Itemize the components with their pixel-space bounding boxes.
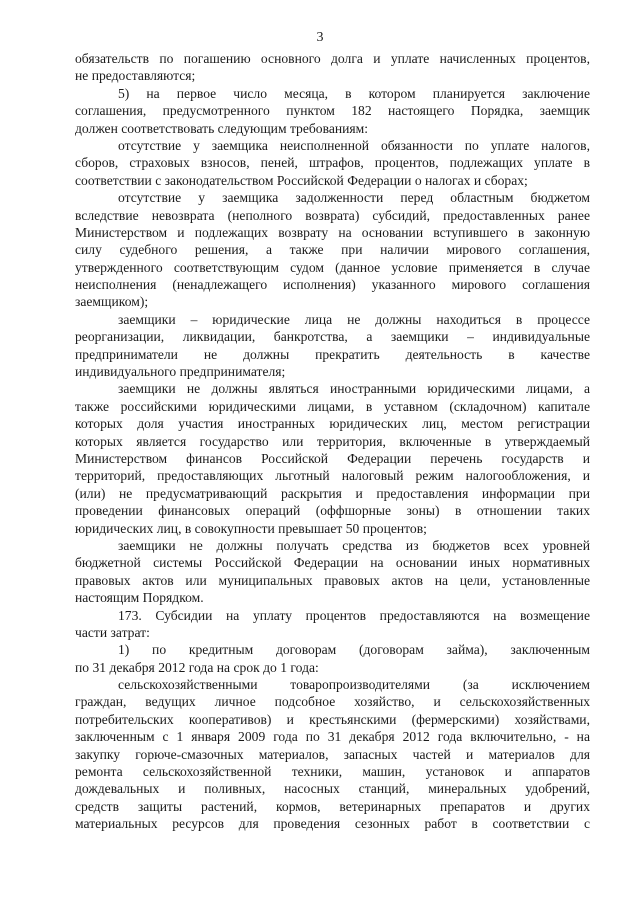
text-line: заемщики не должны являться иностранными юридическими лицами, а	[118, 381, 590, 397]
text-line: вследствие невозврата (неполного возврата) субсидий, предоставленных ранее	[75, 207, 590, 223]
text-line: (или) не предусматривающий раскрытия и предоставления информации при	[75, 485, 590, 501]
text-line: проведении финансовых операций (оффшорные зоны) в отношении таких	[75, 503, 590, 519]
text-line: Министерством и подлежащих возврату на основании вступившего в законную	[75, 224, 590, 240]
text-line: заключенным с 1 января 2009 года по 31 декабря 2012 года включительно, - на	[75, 729, 590, 745]
text-line: дождевальных и поливных, насосных станций, минеральных удобрений,	[75, 781, 590, 797]
text-line: должен соответствовать следующим требованиям:	[75, 120, 369, 136]
text-line: материальных ресурсов для проведения сезонных работ в соответствии с	[75, 816, 590, 832]
text-line: утвержденного соответствующим судом (данное условие применяется в случае	[75, 259, 590, 275]
text-line: граждан, ведущих личное подсобное хозяйство, и сельскохозяйственных	[75, 694, 590, 710]
text-line: 5) на первое число месяца, в котором планируется заключение	[118, 85, 590, 101]
text-line: отсутствие у заемщика неисполненной обязанности по уплате налогов,	[118, 137, 590, 153]
text-line: заемщики не должны получать средства из бюджетов всех уровней	[118, 537, 590, 553]
text-line: заемщики – юридические лица не должны находиться в процессе	[118, 311, 590, 327]
text-line: отсутствие у заемщика задолженности перед областным бюджетом	[118, 190, 590, 206]
text-line: предприниматели не должны прекратить деятельность в качестве	[75, 346, 590, 362]
text-line: силу судебного решения, а также при наличии мирового соглашения,	[75, 242, 590, 258]
text-line: обязательств по погашению основного долга и уплате начисленных процентов,	[75, 51, 590, 66]
text-line: неисполнения (ненадлежащего исполнения) указанного мирового соглашения	[75, 277, 590, 293]
text-line: настоящим Порядком.	[75, 590, 204, 606]
text-line: средств защиты растений, кормов, ветеринарных препаратов и других	[75, 798, 590, 814]
text-line: не предоставляются;	[75, 68, 196, 84]
text-line: Министерством финансов Российской Федерации перечень государств и	[75, 450, 590, 466]
text-line: заемщиком);	[75, 294, 149, 310]
text-line: соглашения, предусмотренного пунктом 182 настоящего Порядка, заемщик	[75, 103, 590, 119]
text-line: бюджетной системы Российской Федерации на основании иных нормативных	[75, 555, 590, 571]
text-line: территорий, предоставляющих льготный налоговый режим налогообложения, и	[75, 468, 590, 484]
document-body	[75, 50, 590, 833]
text-line: 1) по кредитным договорам (договорам займа), заключенным	[118, 642, 590, 658]
text-line: также российскими юридическими лицами, в уставном (складочном) капитале	[75, 398, 590, 414]
text-line: закупку горюче-смазочных материалов, запасных частей и материалов для	[75, 746, 590, 762]
text-line: индивидуального предпринимателя;	[75, 364, 286, 380]
text-line: которых является государство или территория, включенные в утверждаемый	[75, 433, 590, 449]
text-line: потребительских кооперативов) и крестьянскими (фермерскими) хозяйствами,	[75, 711, 590, 727]
text-line: части затрат:	[75, 624, 150, 640]
text-line: по 31 декабря 2012 года на срок до 1 года:	[75, 659, 319, 675]
text-line: ремонта сельскохозяйственной техники, машин, установок и аппаратов	[75, 764, 590, 780]
text-line: 173. Субсидии на уплату процентов предоставляются на возмещение	[118, 607, 590, 623]
page-number: 3	[316, 30, 324, 45]
text-line: которых доля участия иностранных юридических лиц, местом регистрации	[75, 416, 590, 432]
text-line: реорганизации, ликвидации, банкротства, а заемщики – индивидуальные	[75, 329, 590, 345]
text-line: сельскохозяйственными товаропроизводителями (за исключением	[118, 677, 590, 693]
text-line: юридических лиц, в совокупности превышает 50 процентов;	[75, 520, 427, 536]
text-line: сборов, страховых взносов, пеней, штрафов, процентов, подлежащих уплате в	[75, 155, 590, 171]
text-line: правовых актов или муниципальных правовых актов на цели, установленные	[75, 572, 590, 588]
text-line: соответствии с законодательством Российской Федерации о налогах и сборах;	[75, 172, 528, 188]
